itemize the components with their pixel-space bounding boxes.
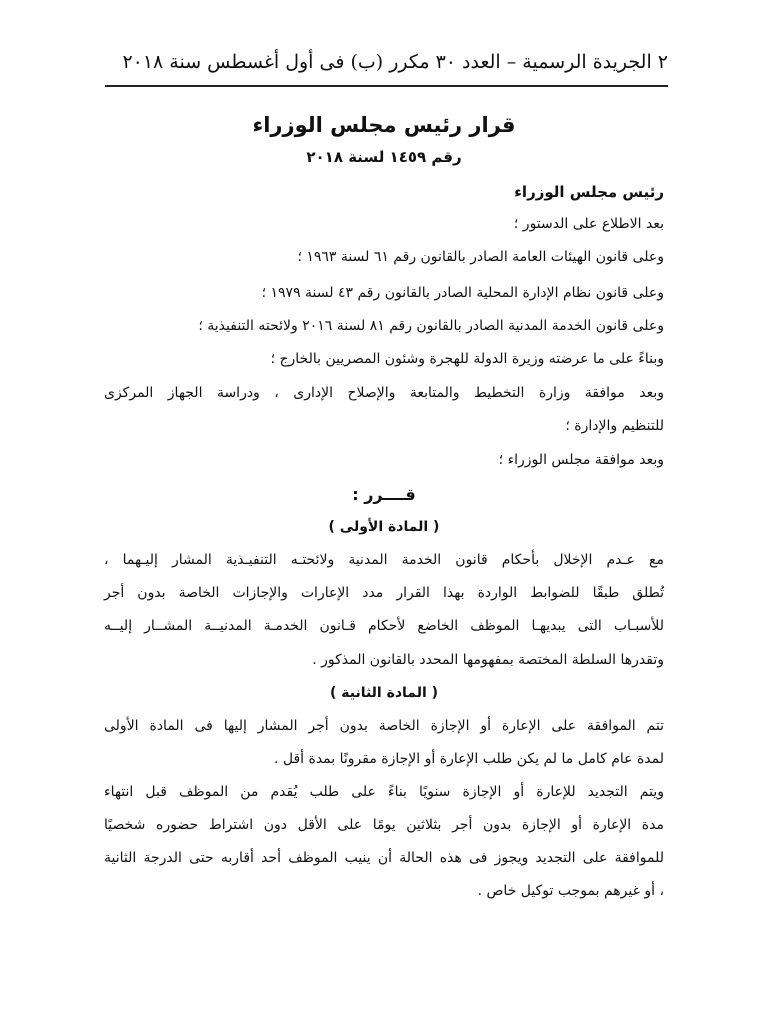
article-2-line: مدة الإعارة أو الإجازة بدون أجر بثلاثين يومًا على الأقل دون اشتراط حضوره شخصيًا: [104, 817, 664, 833]
article-1-heading: ( المادة الأولى ): [328, 519, 440, 535]
article-2-line: ويتم التجديد للإعارة أو الإجازة سنويًا بناءً على طلب يُقدم من الموظف قبل انتهاء: [104, 784, 664, 800]
decree-word: قــــرر :: [352, 485, 416, 504]
decree-number: رقم ١٤٥٩ لسنة ٢٠١٨: [306, 148, 462, 166]
preamble-line: وعلى قانون الخدمة المدنية الصادر بالقانون رقم ٨١ لسنة ٢٠١٦ ولائحته التنفيذية ؛: [198, 318, 664, 334]
preamble-line: وبعد موافقة مجلس الوزراء ؛: [498, 452, 664, 468]
preamble-line: وعلى قانون نظام الإدارة المحلية الصادر بالقانون رقم ٤٣ لسنة ١٩٧٩ ؛: [261, 285, 664, 301]
preamble-line: بعد الاطلاع على الدستور ؛: [513, 216, 664, 232]
article-2-heading: ( المادة الثانية ): [329, 685, 439, 701]
header-divider: [105, 85, 668, 87]
article-1-line: للأسبـاب التى يبديهـا الموظف الخاضع لأحكام قـانون الخدمـة المدنيــة المشــار إليــه: [104, 618, 664, 634]
article-2-line: تتم الموافقة على الإعارة أو الإجازة الخاصة بدون أجر المشار إليها فى المادة الأولى: [104, 718, 664, 734]
article-1-line: تُطلق طبقًا للضوابط الواردة بهذا القرار مدد الإعارات والإجازات الخاصة بدون أجر: [104, 585, 664, 601]
preamble-line: وعلى قانون الهيئات العامة الصادر بالقانون رقم ٦١ لسنة ١٩٦٣ ؛: [297, 249, 664, 265]
preamble-line: وبناءً على ما عرضته وزيرة الدولة للهجرة وشئون المصريين بالخارج ؛: [270, 351, 664, 367]
article-2-line: لمدة عام كامل ما لم يكن طلب الإعارة أو الإجازة مقرونًا بمدة أقل .: [273, 751, 664, 767]
issuer-heading: رئيس مجلس الوزراء: [514, 183, 664, 201]
article-2-line: للموافقة على التجديد ويجوز فى هذه الحالة أن ينيب الموظف أحد أقاربه حتى الدرجة الثانية: [104, 850, 664, 866]
decree-title: قرار رئيس مجلس الوزراء: [252, 113, 516, 137]
article-1-line: وتقدرها السلطة المختصة بمفهومها المحدد بالقانون المذكور .: [312, 652, 664, 668]
page-header: ٢ الجريدة الرسمية – العدد ٣٠ مكرر (ب) فى أول أغسطس سنة ٢٠١٨: [122, 51, 668, 73]
preamble-line: وبعد موافقة وزارة التخطيط والمتابعة والإصلاح الإدارى ، ودراسة الجهاز المركزى: [104, 385, 664, 401]
preamble-line: للتنظيم والإدارة ؛: [565, 418, 664, 434]
article-1-line: مع عـدم الإخلال بأحكام قانون الخدمة المدنية ولائحتـه التنفيـذية المشار إليـهما ،: [104, 552, 664, 568]
article-2-line: ، أو غيرهم بموجب توكيل خاص .: [477, 883, 664, 899]
